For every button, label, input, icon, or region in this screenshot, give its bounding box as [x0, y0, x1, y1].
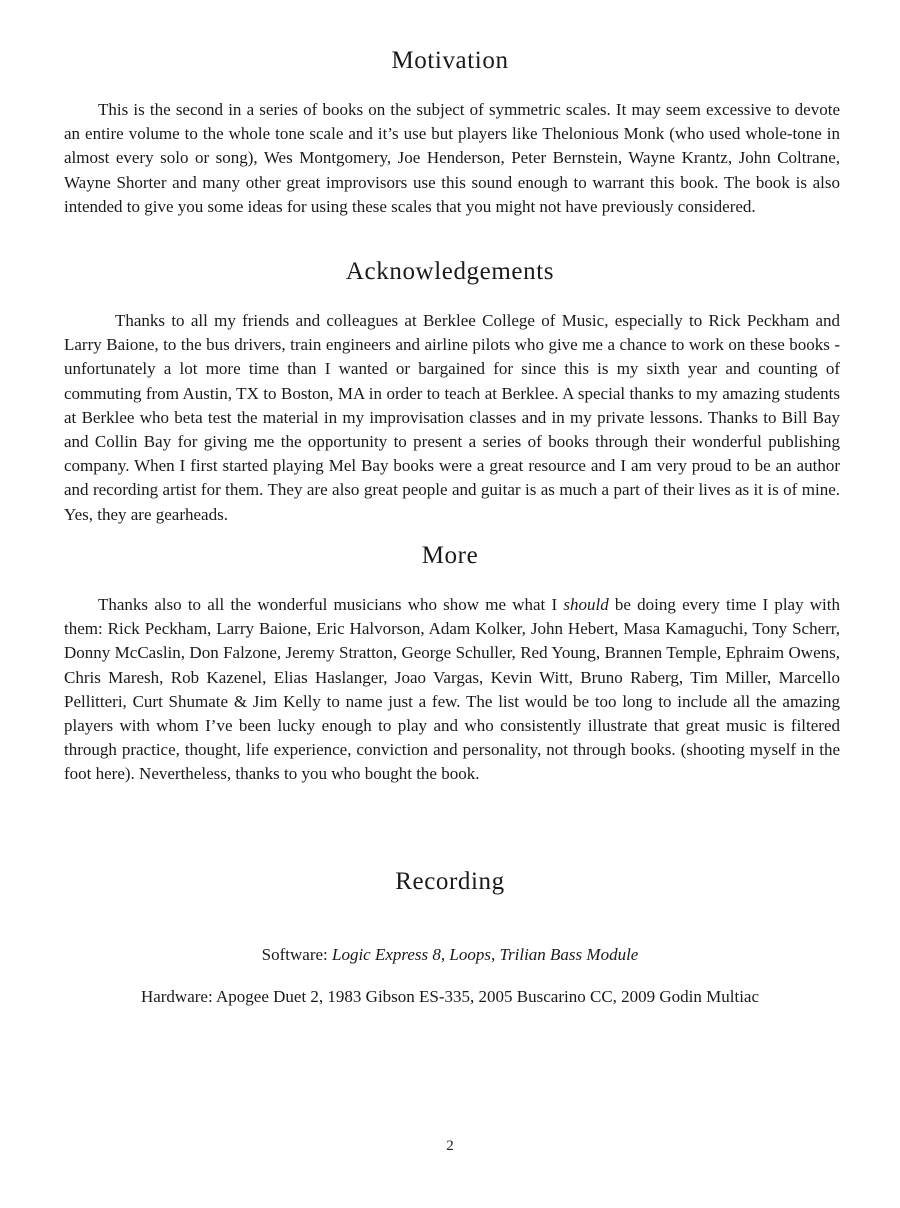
more-paragraph: [64, 593, 840, 787]
hardware-value: Apogee Duet 2, 1983 Gibson ES-335, 2005 Buscarino CC, 2009 Godin Multiac: [216, 987, 760, 1006]
more-text-after: be doing every time I play with them: Rick Peckham, Larry Baione, Eric Halvorson, Adam Kolker, John Hebert, Masa Kamaguchi, Tony Scherr, Donny McCaslin, Don Falzone, Jeremy Stratton, George Schuller, Red Young, Brannen Temple, Ephraim Owens, Chris Maresh, Rob Kazenel, Elias Haslanger, Joao Vargas, Kevin Witt, Bruno Raberg, Tim Miller, Marcello Pellitteri, Curt Shumate & Jim Kelly to name just a few. The list would be too long to include all the amazing players with whom I’ve been lucky enough to play and who consistently illustrate that great music is filtered through practice, thought, life experience, conviction and personality, not through books. (shooting myself in the foot here). Nevertheless, thanks to you who bought the book.: [64, 595, 841, 784]
hardware-line: [0, 985, 900, 1009]
motivation-heading: Motivation: [391, 47, 509, 74]
software-label: Software:: [261, 945, 332, 964]
software-value: Logic Express 8, Loops, Trilian Bass Module: [332, 945, 639, 964]
recording-heading: Recording: [395, 868, 505, 895]
motivation-paragraph: This is the second in a series of books on the subject of symmetric scales. It may seem excessive to devote an entire volume to the whole tone scale and it’s use but players like Thelonious Monk (who used whole-tone in almost every solo or song), Wes Montgomery, Joe Henderson, Peter Bernstein, Wayne Krantz, John Coltrane, Wayne Shorter and many other great improvisors use this sound enough to warrant this book. The book is also intended to give you some ideas for using these scales that you might not have previously considered.: [64, 100, 840, 216]
more-text-emphasis: should: [563, 595, 609, 614]
acknowledgements-paragraph: Thanks to all my friends and colleagues at Berklee College of Music, especially to Rick Peckham and Larry Baione, to the bus drivers, train engineers and airline pilots who give me a chance to work on these books - unfortunately a lot more time than I wanted or bargained for since this is my sixth year and counting of commuting from Austin, TX to Boston, MA in order to teach at Berklee. A special thanks to my amazing students at Berklee who beta test the material in my improvisation classes and in my private lessons. Thanks to Bill Bay and Collin Bay for giving me the opportunity to present a series of books through their wonderful publishing company. When I first started playing Mel Bay books were a great resource and I am very proud to be an author and recording artist for them. They are also great people and guitar is as much a part of their lives as it is of mine. Yes, they are gearheads.: [64, 311, 840, 524]
hardware-label: Hardware:: [140, 987, 217, 1006]
more-heading: More: [421, 542, 479, 569]
page-number: 2: [446, 1138, 454, 1154]
acknowledgements-heading: Acknowledgements: [345, 258, 555, 285]
more-text-before: Thanks also to all the wonderful musicians who show me what I: [98, 595, 564, 614]
software-line: [0, 943, 900, 967]
